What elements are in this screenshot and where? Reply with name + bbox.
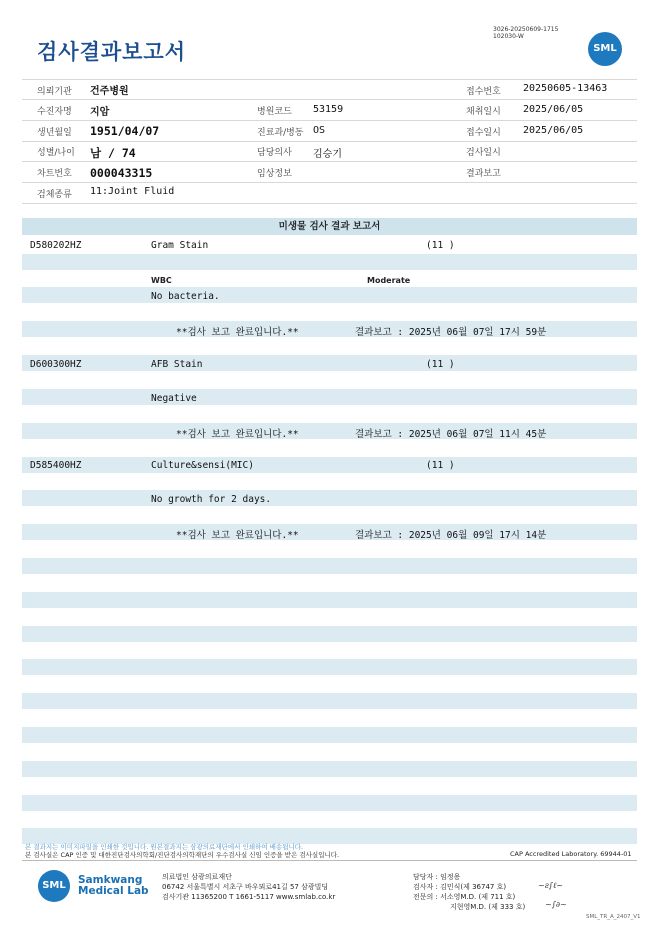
row-band (22, 490, 637, 506)
test-result: Negative (151, 393, 197, 404)
org-address-line3: 검사기관 11365200 T 1661-5117 www.smlab.co.kr (162, 893, 336, 901)
divider (22, 203, 637, 204)
footer-logo: SML (38, 870, 70, 902)
staff-specialist-2: 지현영M.D. (제 333 호) (450, 903, 526, 911)
doctor-label: 담당의사 (257, 148, 292, 158)
requesting-inst-label: 의뢰기관 (37, 87, 72, 97)
row-band (22, 254, 637, 270)
org-address-line2: 06742 서울특별시 서초구 바우뫼로41길 57 삼광빌딩 (162, 883, 329, 891)
sex-age-value: 남 / 74 (90, 146, 136, 160)
row-band (22, 287, 637, 303)
staff-manager: 담당자 : 임정용 (413, 873, 461, 881)
receipt-no-label: 접수번호 (466, 87, 501, 97)
report-complete: **검사 보고 완료입니다.** (176, 429, 299, 440)
dept-label: 진료과/병동 (257, 128, 304, 138)
specimen-label: 검체종류 (37, 190, 72, 200)
test-result: No bacteria. (151, 291, 220, 302)
hospital-code-value: 53159 (313, 104, 344, 115)
accreditation-notice: 본 검사실은 CAP 인증 및 대한진단검사의학회/진단검사의학재단의 우수검사실 신임 인증을 받은 검사실입니다. (25, 851, 340, 859)
test-date-label: 검사일시 (466, 148, 501, 158)
dept-value: OS (313, 125, 326, 136)
signature-image: ~ƨ∫ℓ~ (538, 881, 564, 890)
staff-list (413, 872, 525, 912)
divider (22, 141, 637, 142)
report-complete: **검사 보고 완료입니다.** (176, 530, 299, 541)
divider (22, 182, 637, 183)
row-band (22, 659, 637, 675)
row-band (22, 592, 637, 608)
collect-date-value: 2025/06/05 (523, 104, 584, 115)
test-code: D580202HZ (30, 240, 82, 251)
divider (22, 79, 637, 80)
row-band (22, 626, 637, 642)
dob-label: 생년월일 (37, 128, 72, 138)
report-time: 결과보고 : 2025년 06월 09일 17시 14분 (355, 530, 547, 541)
report-time: 결과보고 : 2025년 06월 07일 11시 45분 (355, 429, 547, 440)
report-time: 결과보고 : 2025년 06월 07일 17시 59분 (355, 327, 547, 338)
receipt-date-label: 접수일시 (466, 128, 501, 138)
hospital-code-label: 병원코드 (257, 107, 292, 117)
sml-logo: SML (588, 32, 622, 66)
dob-value: 1951/04/07 (90, 124, 160, 138)
form-version: SML_TR_A_2407_V1 (586, 914, 641, 920)
report-complete: **검사 보고 완료입니다.** (176, 327, 299, 338)
patient-label: 수진자명 (37, 107, 72, 117)
row-band (22, 795, 637, 811)
test-code: D600300HZ (30, 359, 82, 370)
document-id-line1: 3026-20250609-1715 (493, 26, 559, 33)
print-notice: 본 결과지는 이미지파일을 인쇄한 것입니다. 원본결과지는 삼광의료재단에서 인쇄하여 배송됩니다. (25, 843, 304, 851)
page-title: 검사결과보고서 (37, 40, 187, 64)
test-name: AFB Stain (151, 359, 203, 370)
chart-no-label: 차트번호 (37, 169, 72, 179)
specimen-number: (11 ) (426, 359, 455, 370)
specimen-number: (11 ) (426, 460, 455, 471)
document-id (493, 26, 558, 40)
test-name: Gram Stain (151, 240, 209, 251)
row-band (22, 457, 637, 473)
requesting-inst-value: 건주병원 (90, 86, 129, 97)
patient-value: 지암 (90, 107, 110, 118)
row-band (22, 761, 637, 777)
signature-image: ~∫∂~ (545, 900, 567, 909)
row-band (22, 727, 637, 743)
sex-age-label: 성별/나이 (37, 148, 75, 158)
test-result: No growth for 2 days. (151, 494, 272, 505)
row-band (22, 558, 637, 574)
staff-tester: 검사자 : 김민식(제 36747 호) (413, 883, 507, 891)
wbc-label: WBC (151, 276, 172, 285)
staff-specialist: 전문의 : 서소영M.D. (제 711 호) (413, 893, 516, 901)
org-name-line2: Medical Lab (78, 885, 149, 897)
org-name (78, 875, 149, 897)
wbc-value: Moderate (367, 276, 411, 285)
receipt-no-value: 20250605-13463 (523, 83, 608, 94)
doctor-value: 김승기 (313, 149, 342, 160)
org-name-line1: Samkwang (78, 874, 143, 886)
report-label: 결과보고 (466, 169, 501, 179)
section-title: 미생물 검사 결과 보고서 (22, 218, 637, 235)
specimen-number: (11 ) (426, 240, 455, 251)
receipt-date-value: 2025/06/05 (523, 125, 584, 136)
cap-accreditation: CAP Accredited Laboratory. 69944-01 (510, 850, 632, 858)
divider (22, 120, 637, 121)
row-band (22, 389, 637, 405)
divider (22, 860, 637, 861)
org-address-line1: 의료법인 삼광의료재단 (162, 873, 232, 881)
divider (22, 99, 637, 100)
test-name: Culture&sensi(MIC) (151, 460, 254, 471)
specimen-value: 11:Joint Fluid (90, 186, 175, 197)
clinical-label: 임상정보 (257, 169, 292, 179)
row-band (22, 355, 637, 371)
row-band (22, 693, 637, 709)
org-address (162, 872, 335, 902)
document-id-line2: 102030-W (493, 33, 524, 40)
divider (22, 161, 637, 162)
collect-date-label: 채취일시 (466, 107, 501, 117)
chart-no-value: 000043315 (90, 166, 153, 180)
test-code: D585400HZ (30, 460, 82, 471)
